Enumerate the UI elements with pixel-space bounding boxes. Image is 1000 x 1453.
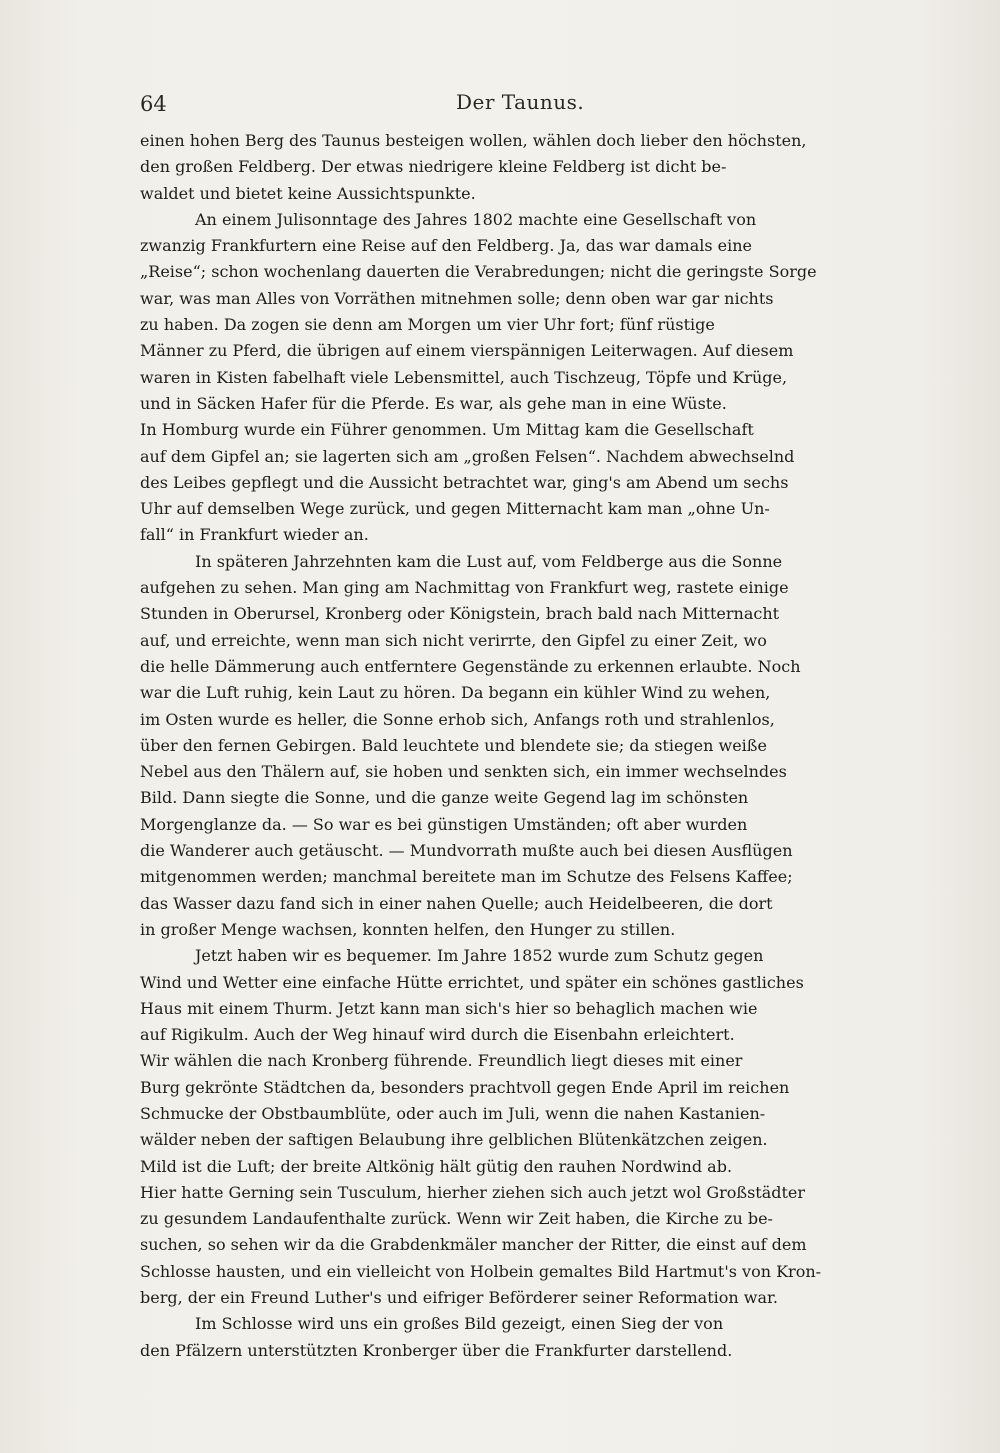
text-line: zwanzig Frankfurtern eine Reise auf den Feldberg. Ja, das war damals eine — [140, 236, 753, 256]
text-line: In späteren Jahrzehnten kam die Lust auf, vom Feldberge aus die Sonne — [195, 551, 783, 571]
text-line: suchen, so sehen wir da die Grabdenkmäler mancher der Ritter, die einst auf dem — [140, 1235, 807, 1255]
text-line: Wir wählen die nach Kronberg führende. Freundlich liegt dieses mit einer — [140, 1051, 743, 1071]
text-line: Nebel aus den Thälern auf, sie hoben und senkten sich, ein immer wechselndes — [140, 762, 787, 782]
text-line: An einem Julisonntage des Jahres 1802 machte eine Gesellschaft von — [195, 209, 757, 229]
text-line: Männer zu Pferd, die übrigen auf einem vierspännigen Leiterwagen. Auf diesem — [140, 341, 794, 361]
text-line: in großer Menge wachsen, konnten helfen, den Hunger zu stillen. — [140, 919, 676, 939]
text-line: wälder neben der saftigen Belaubung ihre gelblichen Blütenkätzchen zeigen. — [140, 1130, 768, 1150]
text-line: Uhr auf demselben Wege zurück, und gegen Mitternacht kam man „ohne Un- — [140, 499, 770, 519]
text-line: waren in Kisten fabelhaft viele Lebensmittel, auch Tischzeug, Töpfe und Krüge, — [140, 367, 788, 387]
running-head — [140, 90, 915, 120]
text-line: Haus mit einem Thurm. Jetzt kann man sich's hier so behaglich machen wie — [140, 998, 758, 1018]
text-line: mitgenommen werden; manchmal bereitete man im Schutze des Felsens Kaffee; — [140, 867, 793, 887]
text-line: Burg gekrönte Städtchen da, besonders prachtvoll gegen Ende April im reichen — [140, 1077, 790, 1097]
text-line: Mild ist die Luft; der breite Altkönig hält gütig den rauhen Nordwind ab. — [140, 1156, 733, 1176]
text-line: zu haben. Da zogen sie denn am Morgen um vier Uhr fort; fünf rüstige — [140, 315, 715, 335]
text-line: über den fernen Gebirgen. Bald leuchtete und blendete sie; da stiegen weiße — [140, 735, 767, 755]
text-line: die helle Dämmerung auch entferntere Gegenstände zu erkennen erlaubte. Noch — [140, 656, 801, 676]
text-line: Hier hatte Gerning sein Tusculum, hierher ziehen sich auch jetzt wol Großstädter — [140, 1182, 806, 1202]
text-line: Schlosse hausten, und ein vielleicht von Holbein gemaltes Bild Hartmut's von Kron- — [140, 1261, 822, 1281]
text-line: Wind und Wetter eine einfache Hütte errichtet, und später ein schönes gastliches — [140, 972, 804, 992]
text-line: Schmucke der Obstbaumblüte, oder auch im Juli, wenn die nahen Kastanien- — [140, 1103, 766, 1123]
text-line: Stunden in Oberursel, Kronberg oder Königstein, brach bald nach Mitternacht — [140, 604, 780, 624]
text-line: berg, der ein Freund Luther's und eifriger Beförderer seiner Reformation war. — [140, 1288, 778, 1308]
text-line: Morgenglanze da. — So war es bei günstigen Umständen; oft aber wurden — [140, 814, 748, 834]
text-line: aufgehen zu sehen. Man ging am Nachmittag von Frankfurt weg, rastete einige — [140, 578, 789, 598]
text-line: einen hohen Berg des Taunus besteigen wollen, wählen doch lieber den höchsten, — [140, 131, 807, 150]
text-line: Im Schlosse wird uns ein großes Bild gezeigt, einen Sieg der von — [195, 1314, 724, 1334]
text-line: die Wanderer auch getäuscht. — Mundvorrath mußte auch bei diesen Ausflügen — [140, 841, 793, 861]
text-line: Bild. Dann siegte die Sonne, und die ganze weite Gegend lag im schönsten — [140, 788, 749, 808]
text-line: zu gesundem Landaufenthalte zurück. Wenn wir Zeit haben, die Kirche zu be- — [140, 1209, 773, 1229]
text-line: war die Luft ruhig, kein Laut zu hören. Da begann ein kühler Wind zu wehen, — [140, 683, 771, 703]
text-line: des Leibes gepflegt und die Aussicht betrachtet war, ging's am Abend um sechs — [140, 472, 789, 492]
text-line: Jetzt haben wir es bequemer. Im Jahre 1852 wurde zum Schutz gegen — [195, 946, 764, 966]
text-line: auf dem Gipfel an; sie lagerten sich am „großen Felsen“. Nachdem abwechselnd — [140, 446, 795, 466]
text-line: auf Rigikulm. Auch der Weg hinauf wird durch die Eisenbahn erleichtert. — [140, 1025, 735, 1045]
text-line: „Reise“; schon wochenlang dauerten die Verabredungen; nicht die geringste Sorge — [140, 262, 817, 282]
text-line: den großen Feldberg. Der etwas niedrigere kleine Feldberg ist dicht be- — [140, 157, 727, 177]
text-line: das Wasser dazu fand sich in einer nahen Quelle; auch Heidelbeeren, die dort — [140, 893, 773, 913]
text-line: fall“ in Frankfurt wieder an. — [140, 525, 369, 545]
text-line: den Pfälzern unterstützten Kronberger über die Frankfurter darstellend. — [140, 1340, 733, 1360]
text-line: war, was man Alles von Vorräthen mitnehmen solle; denn oben war gar nichts — [140, 288, 774, 308]
body-text — [140, 128, 910, 1364]
page-number: 64 — [140, 92, 167, 116]
text-line: auf, und erreichte, wenn man sich nicht verirrte, den Gipfel zu einer Zeit, wo — [140, 630, 767, 650]
text-line: und in Säcken Hafer für die Pferde. Es war, als gehe man in eine Wüste. — [140, 393, 727, 413]
text-line: In Homburg wurde ein Führer genommen. Um Mittag kam die Gesellschaft — [140, 420, 754, 440]
text-line: waldet und bietet keine Aussichtspunkte. — [140, 183, 476, 203]
text-line: im Osten wurde es heller, die Sonne erhob sich, Anfangs roth und strahlenlos, — [140, 709, 775, 729]
running-head-title: Der Taunus. — [456, 90, 585, 114]
